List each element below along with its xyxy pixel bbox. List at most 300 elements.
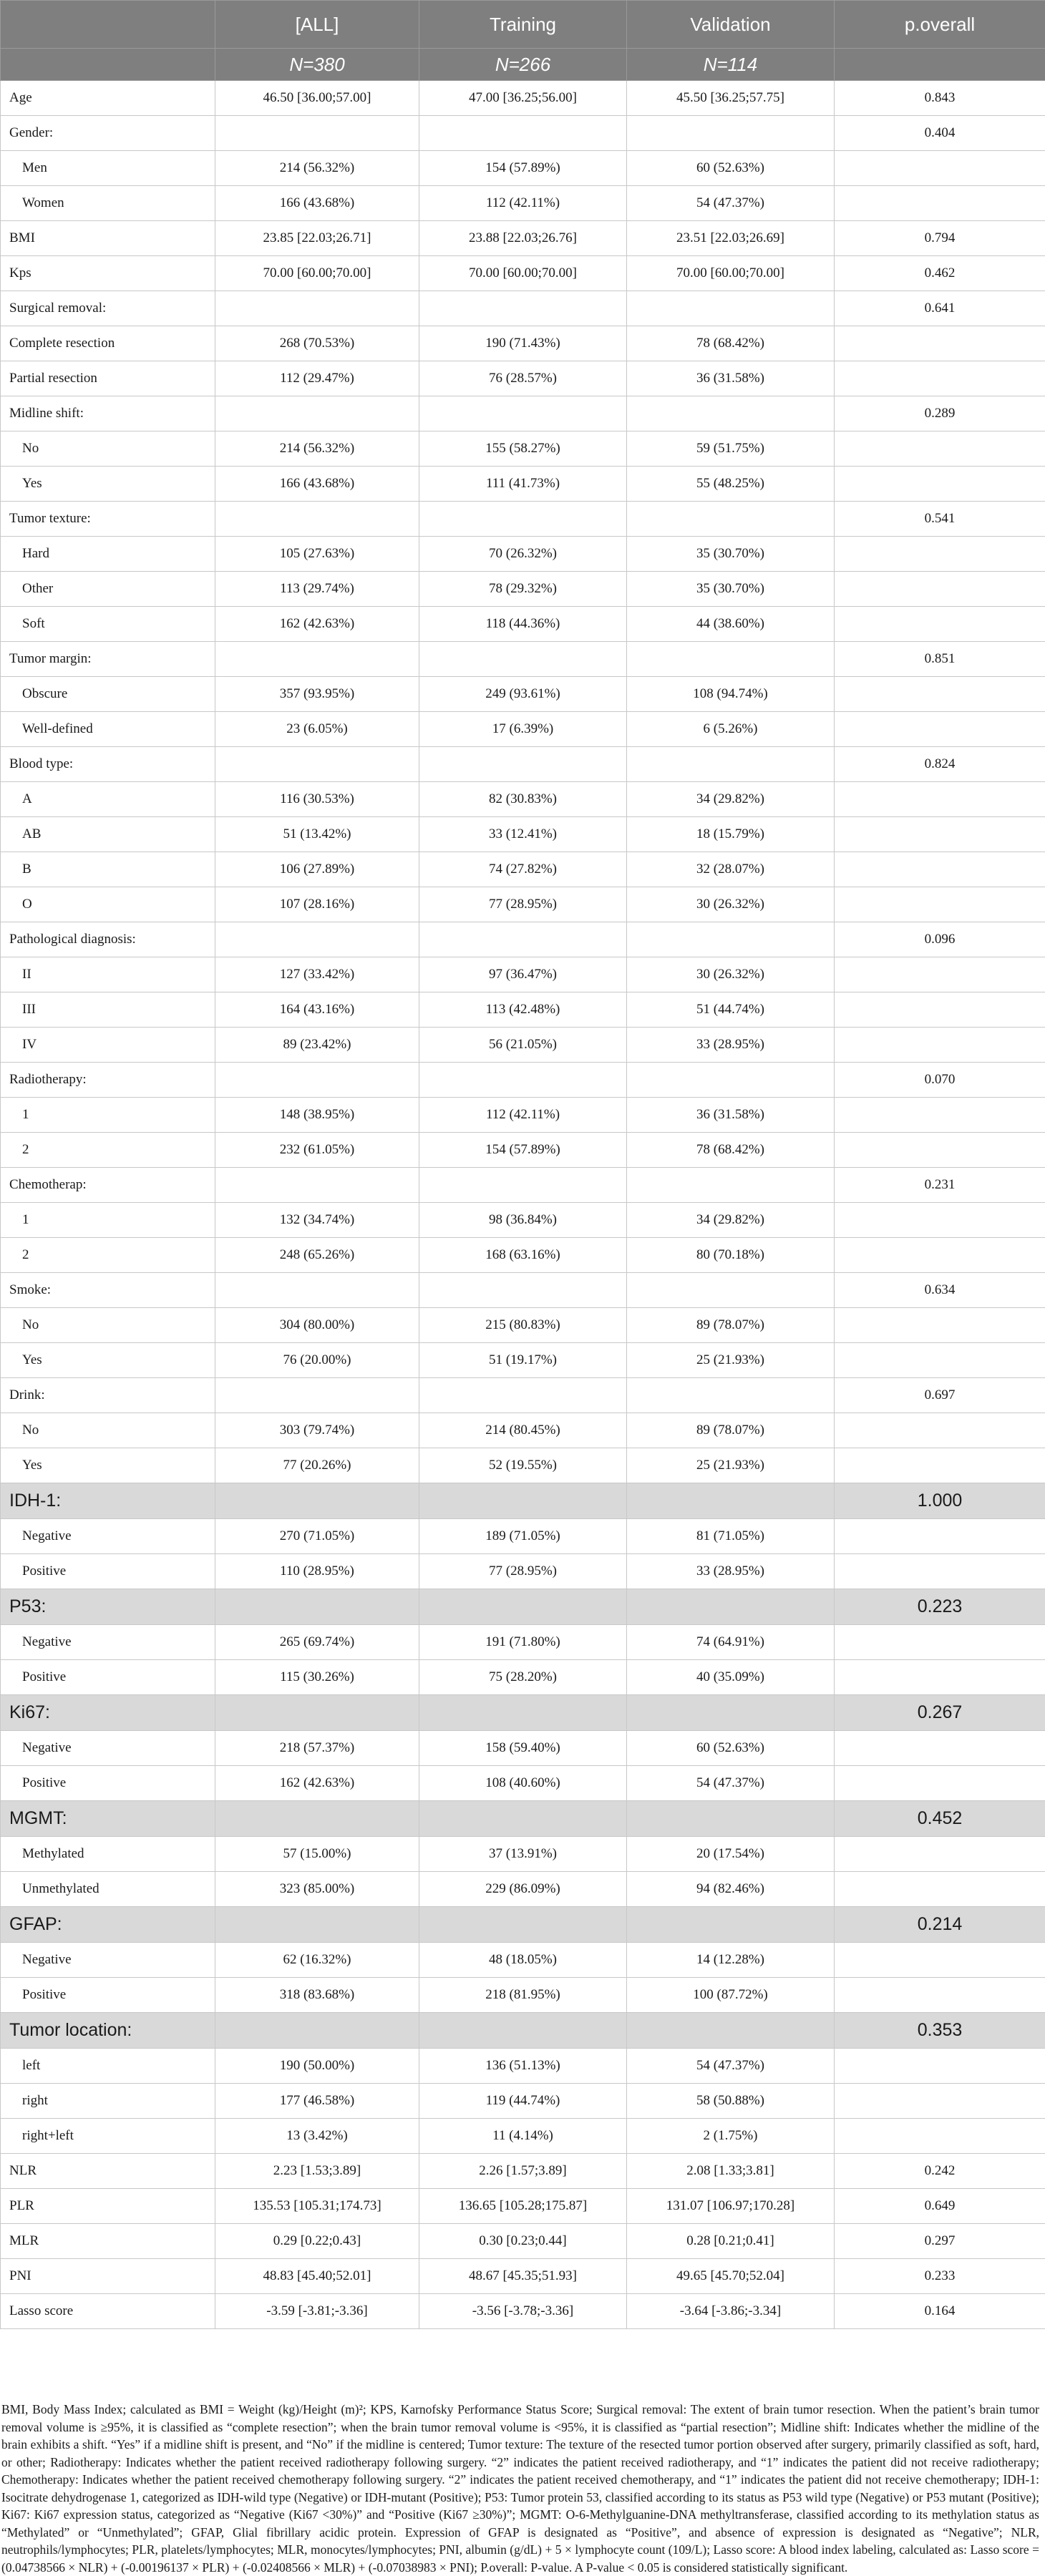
table-row [1, 782, 1045, 817]
training-value: 0.30 [0.23;0.44] [419, 2224, 627, 2259]
variable-label: No [1, 1308, 215, 1343]
table-row [1, 1589, 1045, 1625]
p-value [835, 957, 1045, 992]
p-value [835, 186, 1045, 221]
variable-label: PLR [1, 2189, 215, 2224]
table-row [1, 396, 1045, 431]
validation-value [627, 642, 835, 677]
p-value: 0.233 [835, 2259, 1045, 2294]
table-row [1, 1978, 1045, 2013]
all-value: 51 (13.42%) [215, 817, 419, 852]
p-value: 0.070 [835, 1063, 1045, 1098]
training-value [419, 1907, 627, 1943]
all-value: 268 (70.53%) [215, 326, 419, 361]
training-value: -3.56 [-3.78;-3.36] [419, 2294, 627, 2329]
training-value: 70 (26.32%) [419, 537, 627, 572]
variable-label: PNI [1, 2259, 215, 2294]
all-value: 177 (46.58%) [215, 2084, 419, 2119]
p-value [835, 1448, 1045, 1483]
table-row [1, 1308, 1045, 1343]
training-value [419, 502, 627, 537]
p-value: 0.297 [835, 2224, 1045, 2259]
all-value: 2.23 [1.53;3.89] [215, 2154, 419, 2189]
p-value [835, 1766, 1045, 1801]
p-value [835, 537, 1045, 572]
all-value [215, 291, 419, 326]
training-value: 76 (28.57%) [419, 361, 627, 396]
table-row [1, 186, 1045, 221]
table-row [1, 957, 1045, 992]
table-row [1, 2294, 1045, 2329]
validation-value [627, 1801, 835, 1837]
p-value [835, 2049, 1045, 2084]
validation-value: 40 (35.09%) [627, 1660, 835, 1695]
all-value [215, 116, 419, 151]
all-value [215, 1273, 419, 1308]
all-value: 218 (57.37%) [215, 1731, 419, 1766]
p-value: 0.541 [835, 502, 1045, 537]
variable-label: 1 [1, 1098, 215, 1133]
p-value [835, 1625, 1045, 1660]
p-value [835, 1343, 1045, 1378]
all-value: 110 (28.95%) [215, 1554, 419, 1589]
p-value [835, 467, 1045, 502]
p-value: 0.353 [835, 2013, 1045, 2049]
validation-value: 25 (21.93%) [627, 1448, 835, 1483]
variable-label: IDH-1: [1, 1483, 215, 1519]
validation-value: 34 (29.82%) [627, 1203, 835, 1238]
variable-label: Lasso score [1, 2294, 215, 2329]
p-value [835, 361, 1045, 396]
variable-label: Unmethylated [1, 1872, 215, 1907]
p-value: 0.452 [835, 1801, 1045, 1837]
p-value [835, 1028, 1045, 1063]
p-value [835, 1660, 1045, 1695]
header-training: Training [419, 1, 627, 49]
table-row [1, 2154, 1045, 2189]
validation-value: 59 (51.75%) [627, 431, 835, 467]
p-value [835, 1731, 1045, 1766]
p-value [835, 151, 1045, 186]
p-value [835, 712, 1045, 747]
header-all: [ALL] [215, 1, 419, 49]
p-value: 0.462 [835, 256, 1045, 291]
all-value: -3.59 [-3.81;-3.36] [215, 2294, 419, 2329]
training-value: 48 (18.05%) [419, 1943, 627, 1978]
validation-value: 78 (68.42%) [627, 326, 835, 361]
validation-value: 14 (12.28%) [627, 1943, 835, 1978]
validation-value [627, 1695, 835, 1731]
validation-value: 34 (29.82%) [627, 782, 835, 817]
variable-label: Positive [1, 1660, 215, 1695]
p-value [835, 887, 1045, 922]
training-value: 154 (57.89%) [419, 1133, 627, 1168]
training-value: 249 (93.61%) [419, 677, 627, 712]
training-value: 229 (86.09%) [419, 1872, 627, 1907]
training-value: 218 (81.95%) [419, 1978, 627, 2013]
header-row [1, 1, 1045, 49]
all-value: 148 (38.95%) [215, 1098, 419, 1133]
variable-label: III [1, 992, 215, 1028]
training-value: 111 (41.73%) [419, 467, 627, 502]
variable-label: Soft [1, 607, 215, 642]
all-value: 166 (43.68%) [215, 186, 419, 221]
all-value: 70.00 [60.00;70.00] [215, 256, 419, 291]
p-value [835, 1133, 1045, 1168]
variable-label: Pathological diagnosis: [1, 922, 215, 957]
validation-value: 94 (82.46%) [627, 1872, 835, 1907]
variable-label: MLR [1, 2224, 215, 2259]
table-row [1, 81, 1045, 116]
header-validation: Validation [627, 1, 835, 49]
training-value: 136.65 [105.28;175.87] [419, 2189, 627, 2224]
validation-value: 36 (31.58%) [627, 361, 835, 396]
p-value [835, 677, 1045, 712]
training-value [419, 291, 627, 326]
validation-value: 100 (87.72%) [627, 1978, 835, 2013]
p-value: 0.794 [835, 221, 1045, 256]
training-value: 52 (19.55%) [419, 1448, 627, 1483]
variable-label: Negative [1, 1731, 215, 1766]
table-row [1, 887, 1045, 922]
variable-label: Complete resection [1, 326, 215, 361]
validation-value: 36 (31.58%) [627, 1098, 835, 1133]
training-value [419, 1378, 627, 1413]
validation-value: 70.00 [60.00;70.00] [627, 256, 835, 291]
all-value: 162 (42.63%) [215, 1766, 419, 1801]
table-body [1, 81, 1045, 2329]
p-value [835, 1554, 1045, 1589]
all-value: 89 (23.42%) [215, 1028, 419, 1063]
variable-label: Gender: [1, 116, 215, 151]
validation-value: 49.65 [45.70;52.04] [627, 2259, 835, 2294]
validation-value: 81 (71.05%) [627, 1519, 835, 1554]
variable-label: right [1, 2084, 215, 2119]
training-value: 136 (51.13%) [419, 2049, 627, 2084]
all-value: 127 (33.42%) [215, 957, 419, 992]
subheader-blank [1, 49, 215, 81]
variable-label: Smoke: [1, 1273, 215, 1308]
variable-label: Women [1, 186, 215, 221]
variable-label: Chemotherap: [1, 1168, 215, 1203]
variable-label: Tumor margin: [1, 642, 215, 677]
training-value [419, 1483, 627, 1519]
variable-label: B [1, 852, 215, 887]
variable-label: NLR [1, 2154, 215, 2189]
all-value: 48.83 [45.40;52.01] [215, 2259, 419, 2294]
table-row [1, 116, 1045, 151]
p-value [835, 1238, 1045, 1273]
p-value: 0.164 [835, 2294, 1045, 2329]
table-row [1, 361, 1045, 396]
training-value: 191 (71.80%) [419, 1625, 627, 1660]
table-row [1, 1343, 1045, 1378]
training-value: 17 (6.39%) [419, 712, 627, 747]
training-value [419, 642, 627, 677]
table-row [1, 607, 1045, 642]
table-row [1, 1625, 1045, 1660]
training-value: 168 (63.16%) [419, 1238, 627, 1273]
training-value: 11 (4.14%) [419, 2119, 627, 2154]
variable-label: Other [1, 572, 215, 607]
table-row [1, 1483, 1045, 1519]
variable-label: Methylated [1, 1837, 215, 1872]
p-value: 0.289 [835, 396, 1045, 431]
table-row [1, 2084, 1045, 2119]
all-value: 303 (79.74%) [215, 1413, 419, 1448]
table-row [1, 1133, 1045, 1168]
table-row [1, 852, 1045, 887]
p-value: 0.697 [835, 1378, 1045, 1413]
p-value [835, 817, 1045, 852]
variable-label: MGMT: [1, 1801, 215, 1837]
variable-label: Blood type: [1, 747, 215, 782]
table-row [1, 291, 1045, 326]
training-value [419, 922, 627, 957]
p-value: 0.634 [835, 1273, 1045, 1308]
variable-label: Midline shift: [1, 396, 215, 431]
table-row [1, 1872, 1045, 1907]
training-value: 77 (28.95%) [419, 1554, 627, 1589]
table-row [1, 1238, 1045, 1273]
p-value: 0.096 [835, 922, 1045, 957]
variable-label: Men [1, 151, 215, 186]
variable-label: Obscure [1, 677, 215, 712]
p-value: 0.231 [835, 1168, 1045, 1203]
p-value [835, 1308, 1045, 1343]
table-row [1, 1943, 1045, 1978]
table-row [1, 1695, 1045, 1731]
training-value: 33 (12.41%) [419, 817, 627, 852]
variable-label: II [1, 957, 215, 992]
validation-value [627, 291, 835, 326]
p-value [835, 1837, 1045, 1872]
training-value: 154 (57.89%) [419, 151, 627, 186]
all-value: 304 (80.00%) [215, 1308, 419, 1343]
training-value [419, 2013, 627, 2049]
variable-label: 2 [1, 1238, 215, 1273]
p-value: 0.404 [835, 116, 1045, 151]
p-value: 0.641 [835, 291, 1045, 326]
variable-label: Yes [1, 467, 215, 502]
validation-value: 32 (28.07%) [627, 852, 835, 887]
training-value: 108 (40.60%) [419, 1766, 627, 1801]
training-value [419, 1589, 627, 1625]
variable-label: P53: [1, 1589, 215, 1625]
variable-label: Positive [1, 1554, 215, 1589]
table-row [1, 922, 1045, 957]
training-value [419, 1273, 627, 1308]
variable-label: A [1, 782, 215, 817]
table-row [1, 747, 1045, 782]
p-value: 0.851 [835, 642, 1045, 677]
p-value: 0.223 [835, 1589, 1045, 1625]
all-value: 162 (42.63%) [215, 607, 419, 642]
validation-value [627, 1168, 835, 1203]
table-row [1, 1273, 1045, 1308]
validation-value: 44 (38.60%) [627, 607, 835, 642]
table-row [1, 1731, 1045, 1766]
table-row [1, 2013, 1045, 2049]
all-value [215, 1589, 419, 1625]
training-value: 112 (42.11%) [419, 186, 627, 221]
all-value [215, 2013, 419, 2049]
p-value [835, 852, 1045, 887]
variable-label: GFAP: [1, 1907, 215, 1943]
subheader-n-validation: N=114 [627, 49, 835, 81]
variable-label: Negative [1, 1943, 215, 1978]
all-value: 106 (27.89%) [215, 852, 419, 887]
training-value: 70.00 [60.00;70.00] [419, 256, 627, 291]
p-value: 0.214 [835, 1907, 1045, 1943]
p-value [835, 782, 1045, 817]
all-value [215, 502, 419, 537]
validation-value [627, 1589, 835, 1625]
all-value [215, 1168, 419, 1203]
validation-value [627, 2013, 835, 2049]
all-value: 105 (27.63%) [215, 537, 419, 572]
validation-value: 30 (26.32%) [627, 957, 835, 992]
all-value: 135.53 [105.31;174.73] [215, 2189, 419, 2224]
subheader-row [1, 49, 1045, 81]
p-value [835, 2119, 1045, 2154]
variable-label: Yes [1, 1448, 215, 1483]
validation-value: 51 (44.74%) [627, 992, 835, 1028]
table-row [1, 467, 1045, 502]
table-row [1, 1413, 1045, 1448]
validation-value: 60 (52.63%) [627, 151, 835, 186]
variable-label: Tumor location: [1, 2013, 215, 2049]
all-value: 13 (3.42%) [215, 2119, 419, 2154]
table-row [1, 326, 1045, 361]
training-value: 74 (27.82%) [419, 852, 627, 887]
validation-value: 54 (47.37%) [627, 1766, 835, 1801]
all-value [215, 642, 419, 677]
table-row [1, 1801, 1045, 1837]
training-value: 190 (71.43%) [419, 326, 627, 361]
training-value: 2.26 [1.57;3.89] [419, 2154, 627, 2189]
validation-value [627, 747, 835, 782]
all-value: 132 (34.74%) [215, 1203, 419, 1238]
variable-label: Negative [1, 1625, 215, 1660]
table-row [1, 1519, 1045, 1554]
table-row [1, 1448, 1045, 1483]
p-value [835, 607, 1045, 642]
table-footnote: BMI, Body Mass Index; calculated as BMI = Weight (kg)/Height (m)²; KPS, Karnofsky Performance Status Score; Surgical removal: The extent of brain tumor resection. When the patient’s brain tumor removal volume is ≥95%, it is classified as “complete resection”; when the brain tumor removal volume is <95%, it is classified as “partial resection”; Midline shift: Indicates whether the midline of the brain exhibits a shift. “Yes” if a midline shift is present, and “No” if the midline is centered; Tumor texture: The texture of the resected tumor portion observed after surgery, primarily classified as soft, hard, or other; Radiotherapy: Indicates whether the patient received radiotherapy following surgery. “2” indicates the patient received radiotherapy, and “1” indicates the patient did not receive radiotherapy; Chemotherapy: Indicates whether the patient received chemotherapy following surgery. “2” indicates the patient received chemotherapy, and “1” indicates the patient did not receive chemotherapy; IDH-1: Isocitrate dehydrogenase 1, categorized as IDH-wild type (Negative) or IDH-mutant (Positive); P53: Tumor protein 53, classified according to its status as P53 wild type (Negative) or P53 mutant (Positive); Ki67: Ki67 expression status, categorized as “Negative (Ki67 <30%)” and “Positive (Ki67 ≥30%)”; MGMT: O-6-Methylguanine-DNA methyltransferase, classified according to its methylation status as “Methylated” or “Unmethylated”; GFAP, Glial fibrillary acidic protein. Expression of GFAP is designated as “Positive”, and absence of expression is designated as “Negative”; NLR, neutrophils/lymphocytes; PLR, platelets/lymphocytes; MLR, monocytes/lymphocytes; PNI, albumin (g/dL) + 5 × lymphocyte count (109/L); Lasso score: A blood index labeling, calculated as: Lasso score = (0.04738566 × NLR) + (-0.00196137 × PLR) + (-0.02408566 × MLR) + (-0.07038983 × PNI); P.overall: P-value. A P-value < 0.05 is considered statistically significant. [1, 2401, 1039, 2576]
training-value: 97 (36.47%) [419, 957, 627, 992]
p-value: 0.824 [835, 747, 1045, 782]
table-row [1, 1168, 1045, 1203]
validation-value: 20 (17.54%) [627, 1837, 835, 1872]
validation-value: 74 (64.91%) [627, 1625, 835, 1660]
table-row [1, 1028, 1045, 1063]
training-value: 113 (42.48%) [419, 992, 627, 1028]
table-row [1, 2224, 1045, 2259]
table-row [1, 1837, 1045, 1872]
training-value [419, 1063, 627, 1098]
table-header [1, 1, 1045, 81]
all-value [215, 1483, 419, 1519]
validation-value: 89 (78.07%) [627, 1413, 835, 1448]
validation-value [627, 922, 835, 957]
training-value: 37 (13.91%) [419, 1837, 627, 1872]
training-value [419, 1801, 627, 1837]
table-row [1, 256, 1045, 291]
validation-value: 30 (26.32%) [627, 887, 835, 922]
all-value [215, 1801, 419, 1837]
subheader-blank-p [835, 49, 1045, 81]
p-value: 0.843 [835, 81, 1045, 116]
training-value [419, 396, 627, 431]
all-value: 76 (20.00%) [215, 1343, 419, 1378]
table-row [1, 642, 1045, 677]
validation-value [627, 1063, 835, 1098]
all-value: 166 (43.68%) [215, 467, 419, 502]
all-value: 248 (65.26%) [215, 1238, 419, 1273]
table-row [1, 1766, 1045, 1801]
validation-value [627, 1907, 835, 1943]
all-value [215, 1378, 419, 1413]
p-value [835, 431, 1045, 467]
training-value: 78 (29.32%) [419, 572, 627, 607]
table-row [1, 677, 1045, 712]
all-value: 113 (29.74%) [215, 572, 419, 607]
variable-label: right+left [1, 2119, 215, 2154]
validation-value [627, 1378, 835, 1413]
p-value [835, 1413, 1045, 1448]
all-value [215, 1695, 419, 1731]
training-value: 75 (28.20%) [419, 1660, 627, 1695]
validation-value: 54 (47.37%) [627, 2049, 835, 2084]
header-p-overall: p.overall [835, 1, 1045, 49]
variable-label: Tumor texture: [1, 502, 215, 537]
training-value: 23.88 [22.03;26.76] [419, 221, 627, 256]
validation-value: 33 (28.95%) [627, 1554, 835, 1589]
table-row [1, 992, 1045, 1028]
validation-value [627, 502, 835, 537]
table-row [1, 431, 1045, 467]
variable-label: Yes [1, 1343, 215, 1378]
all-value: 265 (69.74%) [215, 1625, 419, 1660]
all-value: 77 (20.26%) [215, 1448, 419, 1483]
p-value [835, 2084, 1045, 2119]
variable-label: Positive [1, 1766, 215, 1801]
variable-label: 2 [1, 1133, 215, 1168]
training-value: 47.00 [36.25;56.00] [419, 81, 627, 116]
validation-value: 78 (68.42%) [627, 1133, 835, 1168]
training-value: 51 (19.17%) [419, 1343, 627, 1378]
validation-value [627, 396, 835, 431]
p-value [835, 1978, 1045, 2013]
header-cell-blank [1, 1, 215, 49]
all-value: 190 (50.00%) [215, 2049, 419, 2084]
table-row [1, 1063, 1045, 1098]
p-value [835, 1872, 1045, 1907]
all-value: 323 (85.00%) [215, 1872, 419, 1907]
subheader-n-training: N=266 [419, 49, 627, 81]
validation-value: 131.07 [106.97;170.28] [627, 2189, 835, 2224]
training-value [419, 1695, 627, 1731]
all-value [215, 1063, 419, 1098]
variable-label: Surgical removal: [1, 291, 215, 326]
all-value: 232 (61.05%) [215, 1133, 419, 1168]
validation-value: 33 (28.95%) [627, 1028, 835, 1063]
table-row [1, 1554, 1045, 1589]
validation-value: 60 (52.63%) [627, 1731, 835, 1766]
variable-label: Radiotherapy: [1, 1063, 215, 1098]
variable-label: IV [1, 1028, 215, 1063]
variable-label: No [1, 1413, 215, 1448]
